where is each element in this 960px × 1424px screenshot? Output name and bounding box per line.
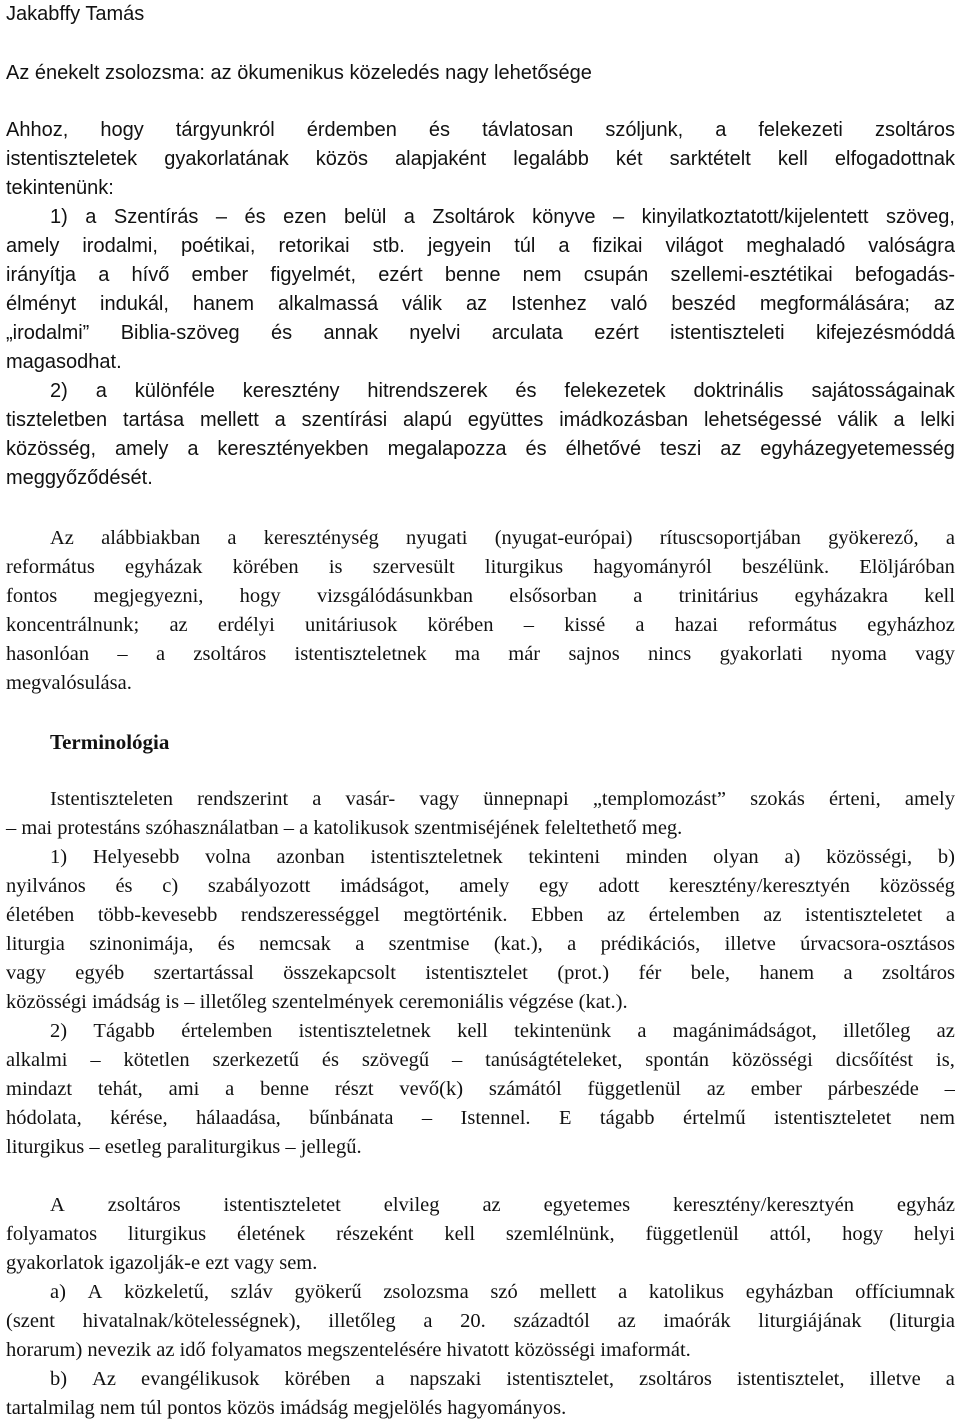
text-line: életében több-kevesebb rendszerességgel megtörténik. Ebben az értelemben az istentiszteletet a bbox=[6, 904, 955, 926]
text-line: irányítja a hívő ember figyelmét, ezért benne nem csupán szellemi-esztétikai befogadás- bbox=[6, 264, 955, 286]
text-line: a) A közkeletű, szláv gyökerű zsolozsma szó mellett a katolikus egyházban offíciumnak bbox=[50, 1281, 955, 1303]
text-line: református egyházak körében is szervesült liturgikus hagyományról beszélünk. Elöljáróban bbox=[6, 556, 955, 578]
text-line: – mai protestáns szóhasználatban – a katolikusok szentmiséjének feleltethető meg. bbox=[6, 817, 683, 839]
text-line: hódolata, kérése, hálaadása, bűnbánata – Istennel. E tágabb értelmű istentiszteletet nem bbox=[6, 1107, 955, 1129]
text-line: közösség, amely a keresztényekben megalapozza és élhetővé teszi az egyházegyetemesség bbox=[6, 438, 955, 460]
text-line: horarum) nevezik az idő folyamatos megszentelésére hivatott közösségi imaformát. bbox=[6, 1339, 691, 1361]
text-line: 2) Tágabb értelemben istentiszteletnek kell tekintenünk a magánimádságot, illetőleg az bbox=[50, 1020, 955, 1042]
text-line: Ahhoz, hogy tárgyunkról érdemben és távlatosan szóljunk, a felekezeti zsoltáros bbox=[6, 119, 955, 141]
text-line: amely irodalmi, poétikai, retorikai stb. jegyein túl a fizikai világot meghaladó valóságra bbox=[6, 235, 955, 257]
text-line: mindazt tehát, ami a benne részt vevő(k) számától függetlenül az ember párbeszéde – bbox=[6, 1078, 955, 1100]
text-line: gyakorlatok igazolják-e ezt vagy sem. bbox=[6, 1252, 318, 1274]
text-line: tiszteletben tartása mellett a szentírási alapú együttes imádkozásban lehetségessé válik a lelki bbox=[6, 409, 955, 431]
text-line: folyamatos liturgikus életének részeként kell szemlélnünk, függetlenül attól, hogy helyi bbox=[6, 1223, 955, 1245]
text-line: istentiszteletek gyakorlatának közös alapjaként legalább két sarktételt kell elfogadottnak bbox=[6, 148, 955, 170]
author-name: Jakabffy Tamás bbox=[6, 3, 145, 25]
text-line: Istentiszteleten rendszerint a vasár- vagy ünnepnapi „templomozást” szokás érteni, amely bbox=[50, 788, 955, 810]
text-line: tekintenünk: bbox=[6, 177, 114, 199]
section-heading: Terminológia bbox=[50, 730, 170, 754]
text-line: meggyőződését. bbox=[6, 467, 153, 489]
text-line: 1) Helyesebb volna azonban istentiszteletnek tekinteni minden olyan a) közösségi, b) bbox=[50, 846, 955, 868]
text-line: (szent hivatalnak/kötelességnek), illetőleg a 20. századtól az imaórák liturgiájának (liturgia bbox=[6, 1310, 955, 1332]
text-line: liturgikus – esetleg paraliturgikus – jellegű. bbox=[6, 1136, 362, 1158]
text-line: megvalósulása. bbox=[6, 672, 132, 694]
text-line: b) Az evangélikusok körében a napszaki istentisztelet, zsoltáros istentisztelet, illetve a bbox=[50, 1368, 955, 1390]
text-line: Az alábbiakban a kereszténység nyugati (nyugat-európai) rítuscsoportjában gyökerező, a bbox=[50, 527, 955, 549]
text-line: tartalmilag nem túl pontos közös imádság megjelölés hagyományos. bbox=[6, 1397, 567, 1419]
text-line: nyilvános és c) szabályozott imádságot, amely egy adott keresztény/keresztyén közösség bbox=[6, 875, 955, 897]
text-line: alkalmi – kötetlen szerkezetű és szövegű – tanúságtételeket, spontán közösségi dicsőítést is, bbox=[6, 1049, 955, 1071]
text-line: 2) a különféle keresztény hitrendszerek és felekezetek doktrinális sajátosságainak bbox=[50, 380, 955, 402]
text-line: „irodalmi” Biblia-szöveg és annak nyelvi arculata ezért istentiszteleti kifejezésmóddá bbox=[6, 322, 955, 344]
text-line: élményt indukál, hanem alkalmassá válik az Istenhez való beszéd megformálására; az bbox=[6, 293, 955, 315]
text-line: liturgia szinonimája, és nemcsak a szentmise (kat.), a prédikációs, illetve úrvacsora-osztásos bbox=[6, 933, 955, 955]
text-line: koncentrálnunk; az erdélyi unitáriusok körében – kissé a hazai református egyházhoz bbox=[6, 614, 955, 636]
text-line: vagy egyéb szertartással összekapcsolt istentisztelet (prot.) fér bele, hanem a zsoltáros bbox=[6, 962, 955, 984]
text-line: fontos megjegyezni, hogy vizsgálódásunkban elsősorban a trinitárius egyházakra kell bbox=[6, 585, 955, 607]
text-line: hasonlóan – a zsoltáros istentiszteletnek ma már sajnos nincs gyakorlati nyoma vagy bbox=[6, 643, 955, 665]
text-line: 1) a Szentírás – és ezen belül a Zsoltárok könyve – kinyilatkoztatott/kijelentett szöveg, bbox=[50, 206, 955, 228]
document-title: Az énekelt zsolozsma: az ökumenikus közeledés nagy lehetősége bbox=[6, 62, 592, 84]
text-line: A zsoltáros istentiszteletet elvileg az egyetemes keresztény/keresztyén egyház bbox=[50, 1194, 955, 1216]
text-line: közösségi imádság is – illetőleg szentelmények ceremoniális végzése (kat.). bbox=[6, 991, 628, 1013]
text-line: magasodhat. bbox=[6, 351, 122, 373]
